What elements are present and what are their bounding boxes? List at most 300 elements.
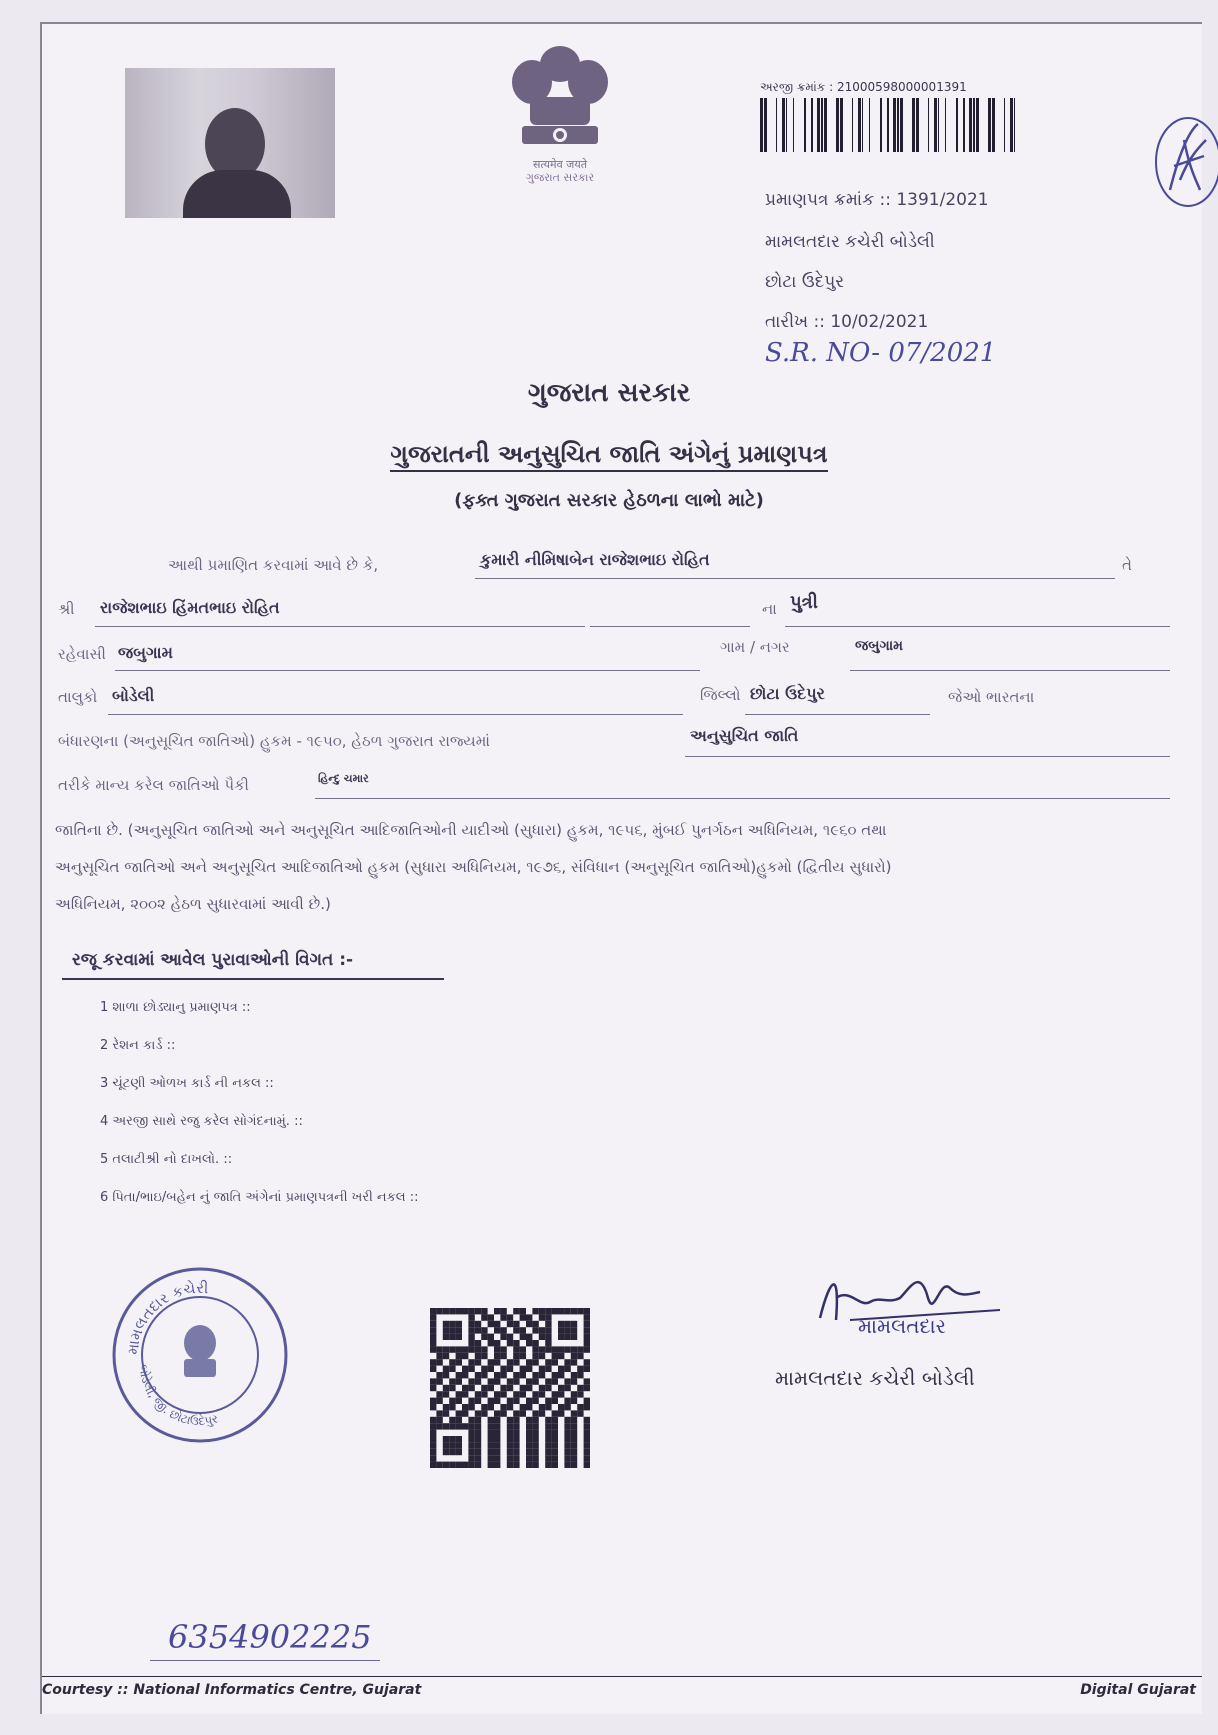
barcode-bar [862,98,863,152]
qr-module [545,1404,551,1410]
qr-module [475,1308,481,1314]
qr-module [507,1449,513,1455]
barcode-bar [956,98,958,152]
qr-module [430,1385,436,1391]
qr-module [545,1308,551,1314]
qr-module [443,1410,449,1416]
qr-module [577,1404,583,1410]
na-label: ના [762,600,777,618]
qr-module [443,1308,449,1314]
qr-module [532,1442,538,1448]
qr-module [564,1327,570,1333]
barcode-bar [782,98,785,152]
qr-module [571,1391,577,1397]
qr-module [443,1449,449,1455]
qr-module [443,1321,449,1327]
qr-module [488,1449,494,1455]
qr-module [571,1410,577,1416]
qr-module [526,1455,532,1461]
qr-module [532,1449,538,1455]
qr-module [520,1327,526,1333]
qr-module [468,1346,474,1352]
qr-module [507,1455,513,1461]
qr-module [532,1398,538,1404]
qr-module [430,1455,436,1461]
qr-module [513,1442,519,1448]
qr-module [532,1455,538,1461]
barcode-bar [869,98,870,152]
qr-module [468,1398,474,1404]
qr-module [500,1366,506,1372]
qr-module [539,1308,545,1314]
qr-module [552,1449,558,1455]
qr-module [468,1436,474,1442]
qr-module [443,1327,449,1333]
qr-module [468,1327,474,1333]
qr-module [564,1308,570,1314]
qr-module [564,1462,570,1468]
application-number: અરજી ક્રમાંક : 21000598000001391 [760,80,967,94]
qr-module [513,1462,519,1468]
barcode-bar [934,98,937,152]
qr-module [539,1346,545,1352]
qr-module [430,1462,436,1468]
qr-code[interactable] [428,1308,593,1468]
qr-module [430,1398,436,1404]
barcode-bar [824,98,827,152]
qr-module [488,1423,494,1429]
qr-module [571,1353,577,1359]
certificate-title-text: ગુજરાતની અનુસુચિત જાતિ અંગેનું પ્રમાણપત્ર [390,440,827,472]
barcode-bar [811,98,813,152]
qr-module [468,1455,474,1461]
qr-module [430,1430,436,1436]
qr-module [520,1334,526,1340]
qr-module [475,1449,481,1455]
qr-module [558,1404,564,1410]
qr-module [494,1442,500,1448]
qr-module [481,1314,487,1320]
qr-module [494,1449,500,1455]
lion-capital-icon [500,42,620,154]
qr-module [507,1442,513,1448]
applicant-photo [125,68,335,218]
evidence-item: 2 રેશન કાર્ડ :: [100,1038,176,1053]
qr-module [520,1308,526,1314]
qr-module [526,1404,532,1410]
qr-module [443,1346,449,1352]
barcode-bar [840,98,843,152]
qr-module [436,1417,442,1423]
legal-paragraph-line: અધિનિયમ, ૨૦૦૨ હેઠળ સુધારવામાં આવી છે.) [55,895,331,913]
qr-module [520,1372,526,1378]
qr-module [532,1430,538,1436]
qr-module [564,1385,570,1391]
barcode-bar [793,98,794,152]
qr-module [526,1430,532,1436]
qr-module [584,1385,590,1391]
qr-module [539,1327,545,1333]
qr-module [475,1455,481,1461]
certify-label: આથી પ્રમાણિત કરવામાં આવે છે કે, [168,556,379,574]
qr-module [500,1327,506,1333]
qr-module [481,1410,487,1416]
qr-module [500,1385,506,1391]
qr-module [552,1436,558,1442]
qr-module [552,1359,558,1365]
qr-module [558,1327,564,1333]
barcode-bar [887,98,889,152]
qr-module [475,1391,481,1397]
qr-module [456,1449,462,1455]
evidence-item: 5 તલાટીશ્રી નો દાખલો. :: [100,1152,233,1167]
qr-module [500,1353,506,1359]
qr-module [584,1314,590,1320]
qr-module [532,1346,538,1352]
qr-module [526,1378,532,1384]
qr-module [513,1391,519,1397]
qr-module [468,1334,474,1340]
qr-module [571,1436,577,1442]
qr-module [475,1417,481,1423]
barcode-bar [916,98,919,152]
qr-module [513,1436,519,1442]
qr-module [552,1308,558,1314]
qr-module [475,1327,481,1333]
qr-module [520,1353,526,1359]
qr-module [456,1391,462,1397]
qr-module [532,1353,538,1359]
qr-module [571,1423,577,1429]
qr-module [507,1462,513,1468]
qr-module [494,1455,500,1461]
qr-module [494,1398,500,1404]
qr-module [571,1359,577,1365]
barcode-bar [912,98,915,152]
emblem-caption: ગુજરાત સરકાર [525,171,595,184]
qr-module [532,1359,538,1365]
qr-module [443,1442,449,1448]
qr-module [456,1346,462,1352]
qr-module [545,1398,551,1404]
qr-module [532,1327,538,1333]
qr-module [443,1385,449,1391]
qr-module [564,1423,570,1429]
qr-module [443,1436,449,1442]
qr-module [532,1436,538,1442]
qr-module [564,1449,570,1455]
qr-module [584,1327,590,1333]
qr-module [507,1385,513,1391]
barcode-bar [969,98,972,152]
qr-module [468,1366,474,1372]
qr-module [545,1327,551,1333]
qr-module [481,1372,487,1378]
qr-module [520,1404,526,1410]
qr-module [539,1385,545,1391]
qr-module [462,1462,468,1468]
qr-module [545,1430,551,1436]
qr-module [488,1378,494,1384]
recognized-text: તરીકે માન્ય કરેલ જાતિઓ પૈકી [58,776,249,794]
qr-module [494,1391,500,1397]
qr-module [571,1346,577,1352]
emblem-motto: सत्यमेव जयते [532,158,587,171]
qr-module [526,1449,532,1455]
barcode-bar [976,98,979,152]
qr-module [558,1385,564,1391]
qr-module [513,1340,519,1346]
resident-value: જબુગામ [118,643,173,662]
qr-module [552,1442,558,1448]
qr-module [564,1366,570,1372]
qr-module [526,1436,532,1442]
qr-module [488,1385,494,1391]
qr-module [558,1346,564,1352]
footer-brand: Digital Gujarat [1080,1682,1196,1698]
evidence-item: 6 પિતા/ભાઇ/બહેન નું જાતિ અંગેનાં પ્રમાણપત્રની ખરી નકલ :: [100,1190,419,1205]
qr-module [564,1442,570,1448]
qr-module [462,1353,468,1359]
qr-module [545,1334,551,1340]
qr-module [488,1430,494,1436]
qr-module [488,1455,494,1461]
qr-module [571,1449,577,1455]
qr-module [456,1417,462,1423]
qr-module [564,1346,570,1352]
qr-module [507,1417,513,1423]
qr-module [468,1314,474,1320]
qr-module [584,1423,590,1429]
certificate-title [0,440,1218,468]
qr-module [488,1398,494,1404]
barcode-bar [928,98,929,152]
qr-module [577,1308,583,1314]
seal-bottom-text: બોડેલી, જી. છોટાઉદેપુર [136,1363,220,1429]
qr-module [494,1417,500,1423]
qr-module [475,1378,481,1384]
qr-module [500,1372,506,1378]
qr-module [430,1334,436,1340]
qr-module [443,1462,449,1468]
qr-module [456,1353,462,1359]
qr-module [443,1391,449,1397]
qr-module [577,1372,583,1378]
qr-module [520,1391,526,1397]
qr-module [513,1423,519,1429]
evidence-item: 1 શાળા છોડ્યાનુ પ્રમાણપત્ર :: [100,1000,251,1015]
evidence-item: 4 અરજી સાથે રજુ કરેલ સોગંદનામું. :: [100,1114,303,1129]
qr-module [449,1327,455,1333]
qr-module [552,1410,558,1416]
caste-value: હિન્દુ ચમાર [318,772,369,785]
qr-module [488,1442,494,1448]
qr-module [532,1340,538,1346]
qr-module [526,1359,532,1365]
qr-module [571,1442,577,1448]
qr-module [468,1340,474,1346]
qr-module [564,1436,570,1442]
qr-module [507,1334,513,1340]
qr-module [488,1462,494,1468]
qr-module [552,1430,558,1436]
qr-module [571,1378,577,1384]
certificate-number: પ્રમાણપત્ર ક્રમાંક :: 1391/2021 [765,190,989,210]
qr-module [520,1410,526,1416]
qr-module [552,1398,558,1404]
qr-module [475,1340,481,1346]
barcode-bar [897,98,899,152]
barcode-bar [988,98,991,152]
qr-module [558,1372,564,1378]
qr-module [494,1423,500,1429]
qr-module [545,1378,551,1384]
qr-module [584,1404,590,1410]
qr-module [571,1334,577,1340]
qr-module [513,1321,519,1327]
seal-emblem-icon [184,1325,216,1377]
qr-module [456,1398,462,1404]
qr-module [481,1353,487,1359]
qr-module [545,1366,551,1372]
qr-module [481,1327,487,1333]
qr-module [494,1308,500,1314]
qr-module [552,1372,558,1378]
qr-module [494,1353,500,1359]
legal-paragraph-line: જાતિના છે. (અનુસૂચિત જાતિઓ અને અનુસૂચિત આદિજાતિઓની યાદીઓ (સુધારા) હુકમ, ૧૯૫૬, મુંબઈ પુનર્ગઠન અધિનિયમ, ૧૯૬૦ તથા [55,821,887,839]
qr-module [584,1462,590,1468]
qr-module [456,1327,462,1333]
barcode-bar [938,98,939,152]
qr-module [507,1366,513,1372]
qr-module [532,1321,538,1327]
barcode-bar [893,98,896,152]
qr-module [436,1378,442,1384]
qr-module [539,1404,545,1410]
qr-module [456,1410,462,1416]
qr-module [564,1378,570,1384]
qr-module [539,1366,545,1372]
district-value: છોટા ઉદેપુર [750,684,825,703]
qr-module [475,1359,481,1365]
qr-module [456,1423,462,1429]
barcode-bar [852,98,853,152]
qr-module [443,1334,449,1340]
qr-module [436,1308,442,1314]
qr-module [468,1321,474,1327]
qr-module [571,1321,577,1327]
qr-module [507,1398,513,1404]
mamlatdar-signature [810,1258,1010,1338]
barcode-bar [1004,98,1005,152]
handwritten-reference: S.R. NO- 07/2021 [765,338,997,368]
qr-module [571,1398,577,1404]
qr-module [475,1353,481,1359]
qr-module [481,1385,487,1391]
qr-module [532,1417,538,1423]
qr-module [462,1410,468,1416]
qr-module [571,1327,577,1333]
qr-module [456,1378,462,1384]
qr-module [500,1308,506,1314]
qr-module [513,1346,519,1352]
qr-module [430,1359,436,1365]
qr-module [430,1340,436,1346]
qr-module [545,1385,551,1391]
qr-module [488,1404,494,1410]
qr-module [488,1314,494,1320]
qr-module [577,1346,583,1352]
qr-module [462,1391,468,1397]
qr-module [513,1378,519,1384]
qr-module [552,1423,558,1429]
barcode-bar [760,98,763,152]
signatory-office: મામલતદાર કચેરી બોડેલી [775,1366,975,1390]
qr-module [571,1308,577,1314]
qr-module [481,1391,487,1397]
qr-module [456,1308,462,1314]
shri-label: શ્રી [58,600,75,618]
qr-module [507,1378,513,1384]
signature-stamp-title: મામલતદાર [858,1314,946,1338]
qr-module [494,1321,500,1327]
qr-module [577,1410,583,1416]
qr-module [526,1366,532,1372]
holder-name: કુમારી નીમિષાબેન રાજેશભાઇ રોહિત [480,550,710,569]
state-emblem [500,42,620,192]
government-heading: ગુજરાત સરકાર [527,378,691,408]
qr-module [584,1334,590,1340]
qr-module [532,1423,538,1429]
qr-module [564,1334,570,1340]
qr-module [462,1385,468,1391]
qr-module [513,1455,519,1461]
qr-module [500,1410,506,1416]
qr-module [507,1340,513,1346]
qr-module [584,1430,590,1436]
barcode-bar [858,98,861,152]
qr-module [494,1372,500,1378]
qr-module [449,1423,455,1429]
qr-module [539,1353,545,1359]
qr-module [456,1462,462,1468]
qr-module [456,1372,462,1378]
qr-module [558,1353,564,1359]
qr-module [520,1366,526,1372]
qr-module [526,1314,532,1320]
taluka-label: તાલુકો [58,688,98,706]
qr-module [488,1359,494,1365]
qr-module [494,1359,500,1365]
qr-module [494,1436,500,1442]
qr-module [558,1321,564,1327]
qr-module [545,1455,551,1461]
qr-module [494,1462,500,1468]
qr-module [564,1321,570,1327]
qr-module [436,1346,442,1352]
qr-module [584,1442,590,1448]
qr-module [507,1314,513,1320]
qr-module [468,1423,474,1429]
qr-module [488,1334,494,1340]
qr-module [526,1442,532,1448]
qr-module [475,1410,481,1416]
qr-module [449,1442,455,1448]
qr-module [545,1340,551,1346]
qr-module [513,1417,519,1423]
qr-module [468,1442,474,1448]
barcode-bar [804,98,806,152]
